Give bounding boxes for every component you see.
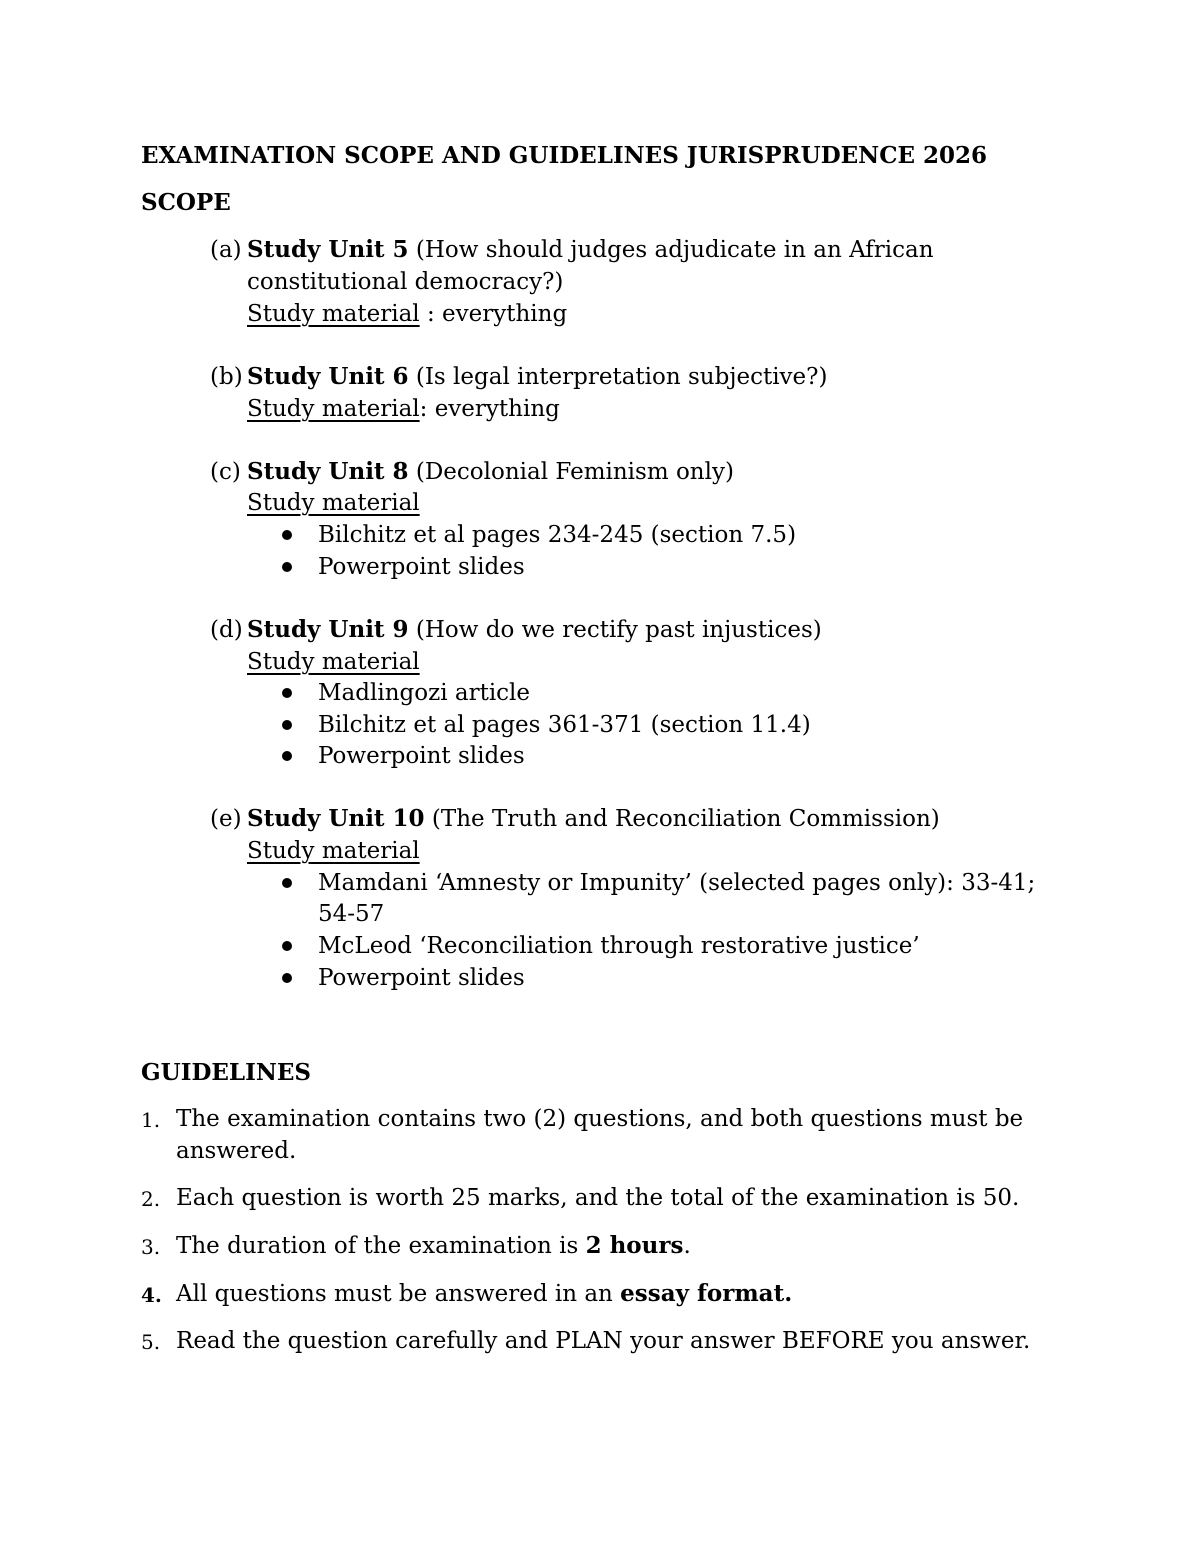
unit-a-label: (a) [210,237,242,263]
guideline-4-text-before: All questions must be answered in an [176,1281,621,1307]
guideline-2-text: Each question is worth 25 marks, and the total of the examination is 50. [176,1185,1020,1211]
guideline-number: 3. [141,1235,161,1259]
unit-a-topic: (How should judges adjudicate in an African [415,237,934,263]
unit-c-material-label: Study material [247,490,420,516]
bullet-icon [282,688,292,698]
unit-a-material [247,298,567,330]
guideline-3-text-after: . [683,1233,691,1259]
unit-e-material-label: Study material [247,838,420,864]
unit-d-topic: (How do we rectify past injustices) [415,617,822,643]
unit-a-topic-continued: constitutional democracy?) [247,269,564,295]
guideline-number: 2. [141,1187,161,1211]
unit-d-item: Bilchitz et al pages 361-371 (section 11.4) [318,712,811,738]
unit-c-item: Bilchitz et al pages 234-245 (section 7.5) [318,522,797,548]
document-title: EXAMINATION SCOPE AND GUIDELINES JURISPRUDENCE 2026 [141,142,988,169]
guideline-4-bold: essay format. [620,1280,793,1307]
unit-e-topic: (The Truth and Reconciliation Commission) [431,806,940,832]
unit-e-label: (e) [210,806,242,832]
unit-e-title [247,803,940,835]
guideline-1-text-continued: answered. [176,1138,297,1164]
bullet-icon [282,973,292,983]
unit-c-title [247,456,734,488]
bullet-icon [282,941,292,951]
unit-e-name: Study Unit 10 [247,805,425,832]
guideline-4-text [176,1278,792,1310]
bullet-icon [282,751,292,761]
guideline-number: 5. [141,1330,161,1354]
unit-e-item: Powerpoint slides [318,965,525,991]
unit-e-item-continued: 54-57 [318,901,385,927]
unit-a-material-label: Study material [247,301,420,327]
unit-d-title [247,614,822,646]
unit-a-material-value: : everything [419,301,568,327]
unit-b-label: (b) [210,364,243,390]
guideline-3-text-before: The duration of the examination is [176,1233,586,1259]
unit-d-label: (d) [210,617,243,643]
guideline-3-text [176,1230,691,1262]
unit-a-title [247,234,934,266]
unit-c-item: Powerpoint slides [318,554,525,580]
unit-b-topic: (Is legal interpretation subjective?) [415,364,828,390]
unit-b-name: Study Unit 6 [247,363,409,390]
unit-c-name: Study Unit 8 [247,458,409,485]
guideline-number: 4. [141,1283,162,1307]
unit-a-name: Study Unit 5 [247,236,409,263]
unit-b-material [247,393,560,425]
unit-d-item: Powerpoint slides [318,743,525,769]
guideline-number: 1. [141,1108,161,1132]
guideline-3-bold: 2 hours [585,1232,684,1259]
unit-b-material-value: : everything [419,396,560,422]
unit-d-name: Study Unit 9 [247,616,409,643]
unit-e-item: Mamdani ‘Amnesty or Impunity’ (selected pages only): 33-41; [318,870,1036,896]
guideline-5-text: Read the question carefully and PLAN your answer BEFORE you answer. [176,1328,1031,1354]
unit-c-topic: (Decolonial Feminism only) [415,459,734,485]
unit-e-item: McLeod ‘Reconciliation through restorative justice’ [318,933,920,959]
bullet-icon [282,562,292,572]
bullet-icon [282,878,292,888]
guidelines-heading: GUIDELINES [141,1059,312,1086]
unit-d-material-label: Study material [247,649,420,675]
unit-b-title [247,361,827,393]
scope-heading: SCOPE [141,189,231,216]
bullet-icon [282,530,292,540]
bullet-icon [282,720,292,730]
unit-c-label: (c) [210,459,241,485]
guideline-1-text: The examination contains two (2) questions, and both questions must be [176,1106,1024,1132]
unit-b-material-label: Study material [247,396,420,422]
unit-d-item: Madlingozi article [318,680,531,706]
